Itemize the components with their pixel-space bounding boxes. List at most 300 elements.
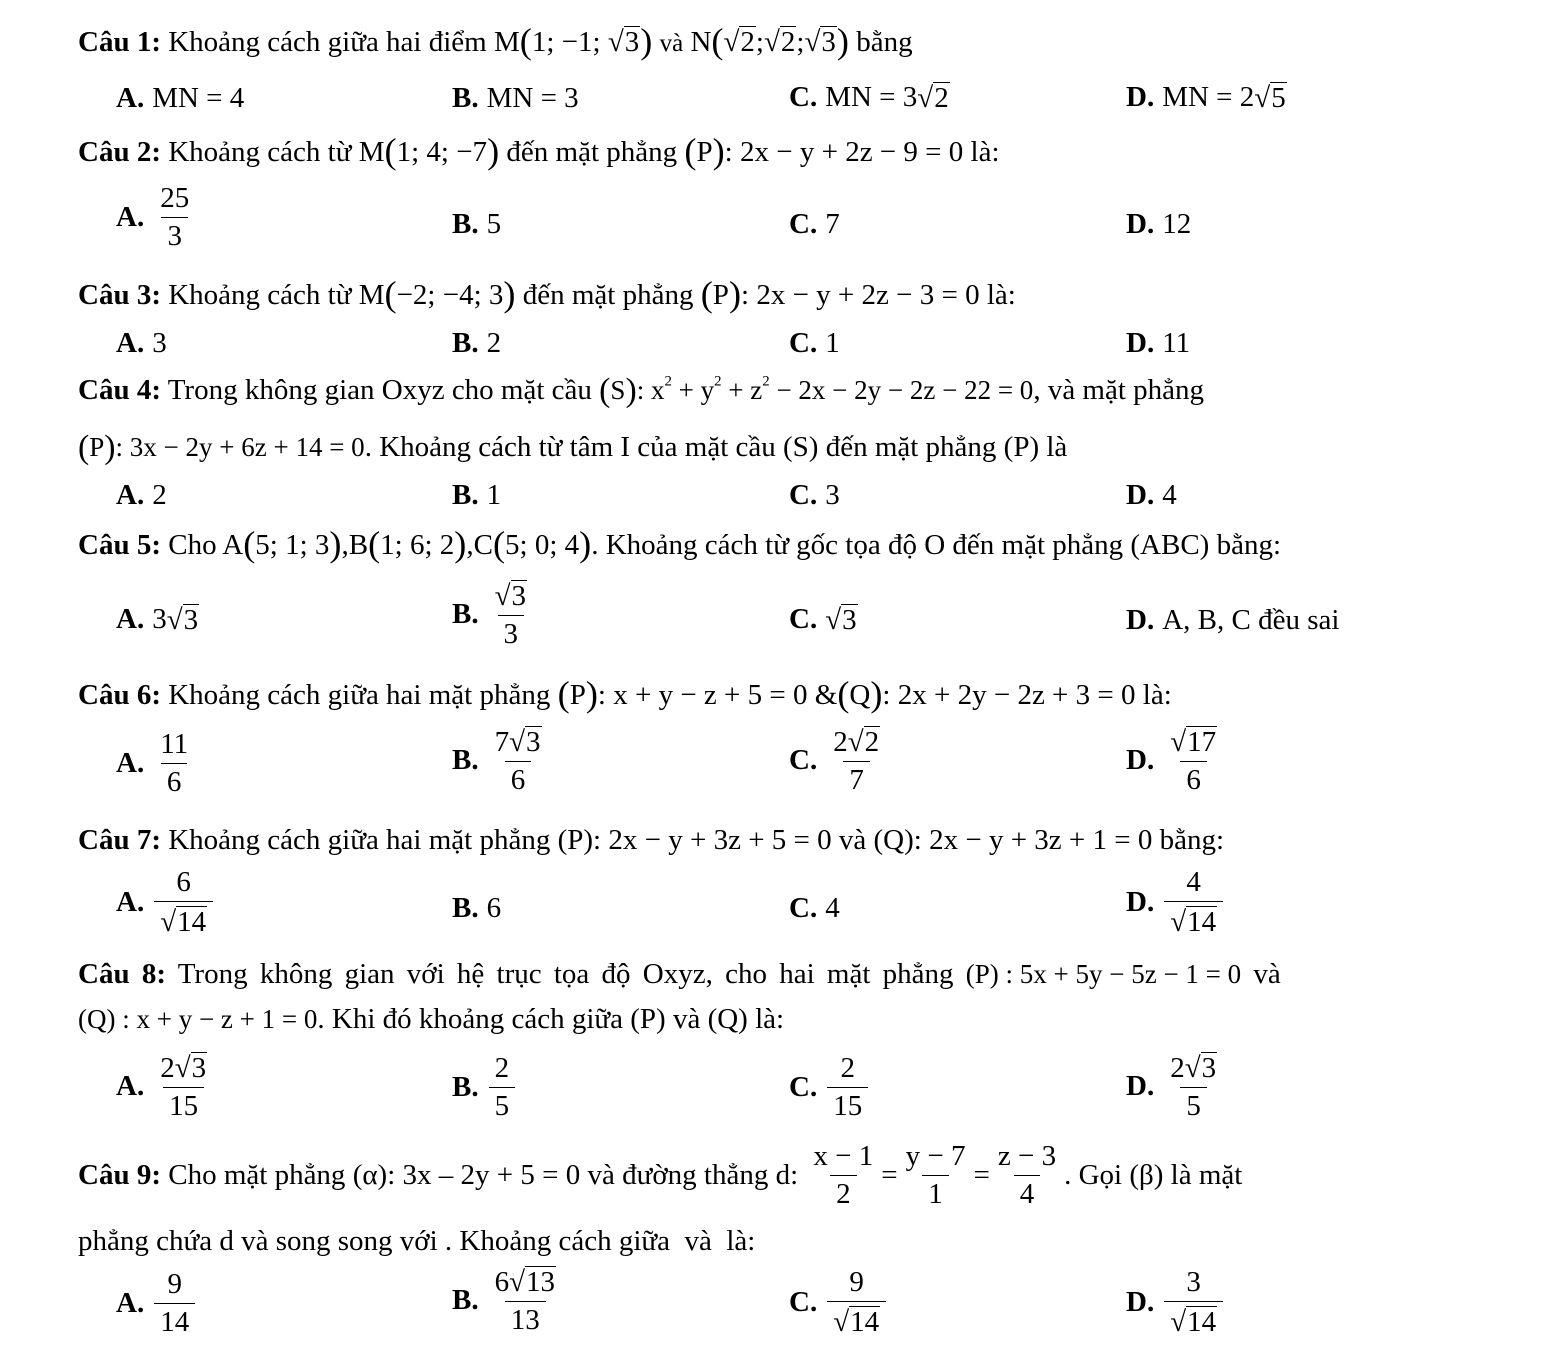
question-text: và đường thẳng d: [587,1159,799,1191]
math-text: 5 [486,208,502,240]
parenthesis: ) [454,524,467,564]
radicand: 3 [624,26,640,58]
math-text: MN = 3 [486,82,579,114]
option-d[interactable] [1126,606,1339,635]
numerator [154,1052,213,1087]
option-label: C. [789,208,818,240]
denominator: 5 [489,1087,516,1121]
question-label: Câu 7: [78,824,161,856]
question-text: đến mặt phẳng [522,279,694,311]
denominator [827,1301,886,1337]
option-c[interactable] [789,726,888,795]
option-b[interactable] [452,329,501,358]
plane-equation: (P) : 5x + 5y − 5z − 1 = 0 [965,959,1242,989]
option-b[interactable] [452,580,535,649]
numerator [489,726,548,761]
radicand: 17 [1187,726,1217,758]
fraction [1164,1052,1223,1121]
option-label: D. [1126,604,1155,636]
denominator: 13 [505,1301,546,1335]
question-label: Câu 3: [78,279,161,311]
parenthesis: ( [711,21,724,61]
parenthesis: ) [579,524,592,564]
option-a[interactable] [116,1270,197,1337]
math-text: 3 [152,327,167,359]
question-text: và (Q): [838,824,922,856]
numerator: 2 [840,1052,855,1084]
math-text: P [569,679,586,711]
option-label: A. [116,1287,145,1319]
sqrt-radical-sign: √ [509,1266,526,1298]
question-9-stem [78,1142,1242,1209]
option-label: C. [789,327,818,359]
option-c[interactable] [789,210,840,239]
option-label: D. [1126,81,1155,113]
math-text: 2 [160,1052,175,1084]
fraction [1164,1268,1223,1337]
option-label: B. [452,327,479,359]
denominator: 6 [505,761,532,795]
option-label: B. [452,208,479,240]
question-4-stem [78,372,1205,409]
parenthesis: ) [585,674,598,714]
option-label: B. [452,744,479,776]
plane-equation: : 3x – 2y + 5 = 0 [387,1159,581,1191]
numerator: y − 7 [905,1140,966,1172]
parenthesis: ( [492,524,506,564]
option-label: A. [116,1070,145,1102]
sqrt-radical-sign: √ [1170,1306,1187,1338]
radicand: 5 [1271,82,1286,114]
fraction [900,1142,972,1209]
option-c[interactable] [789,329,840,358]
fraction [827,1054,868,1121]
option-c[interactable] [789,481,840,510]
math-text: 3 [152,603,167,635]
denominator: 3 [498,615,525,649]
math-text: + z [721,375,763,405]
numerator: 9 [849,1266,864,1298]
math-text: 2 [152,479,167,511]
plane-equation [78,429,365,466]
math-text: 7 [494,726,510,758]
question-text: . Gọi [1064,1159,1123,1191]
parenthesis: ( [700,274,713,314]
question-text: , và mặt phẳng [1033,374,1205,406]
option-label: D. [1126,479,1155,511]
math-text: 2 [833,726,848,758]
math-text: : 3x − 2y + 6z + 14 = 0 [115,432,365,462]
math-text: M [358,136,385,168]
square-root [833,1306,880,1337]
fraction [154,1052,213,1121]
math-text: A, B, C đều sai [1162,604,1340,636]
radicand: 3 [821,26,836,58]
parenthesis: ) [712,131,725,171]
question-label: Câu 9: [78,1159,161,1191]
option-label: D. [1126,1070,1155,1102]
point [358,274,516,314]
option-a[interactable] [116,184,197,251]
option-b[interactable] [452,210,501,239]
exponent: 2 [664,373,672,390]
math-text: P [712,279,729,311]
sqrt-radical-sign: √ [1254,82,1271,114]
parenthesis: ( [519,21,532,61]
radicand: 14 [177,906,207,938]
denominator: 5 [1180,1087,1207,1121]
math-text: : 2x + 2y − 2z + 3 = 0 [882,679,1136,711]
fraction [154,730,194,797]
square-root [495,580,527,611]
sqrt-radical-sign: √ [1184,1052,1201,1084]
parenthesis: ) [487,131,500,171]
numerator [1164,1052,1223,1087]
parenthesis: ( [243,524,256,564]
math-text: 12 [1162,208,1192,240]
question-6-stem [78,674,1172,714]
option-d[interactable] [1126,82,1287,113]
option-label: B. [452,82,479,114]
math-text: 5; 0; 4 [505,529,580,561]
math-text: 1 [486,479,502,511]
equals-sign: = [881,1159,898,1191]
square-root [175,1052,207,1083]
numerator [827,726,886,761]
radicand: 3 [191,1052,207,1084]
option-b[interactable] [452,726,550,795]
question-text: Khoảng cách giữa hai mặt phẳng [168,679,551,711]
math-text: 1; −1; [531,26,608,58]
option-a[interactable] [116,604,199,635]
numerator [489,580,533,615]
option-b[interactable] [452,1266,564,1335]
question-text: . Khi đó khoảng cách giữa (P) và (Q) là: [317,1003,785,1035]
option-a[interactable] [116,481,167,510]
question-label: Câu 5: [78,529,161,561]
parenthesis: ) [836,21,849,61]
math-text: 1; 4; −7 [396,136,488,168]
math-text: P [89,432,105,462]
option-a[interactable] [116,84,244,113]
fraction [489,1266,562,1335]
question-5-stem [78,524,1282,564]
option-b[interactable] [452,1054,517,1121]
math-text: B [348,529,369,561]
denominator: 3 [161,217,188,251]
option-a[interactable] [116,730,196,797]
sqrt-radical-sign: √ [174,1052,191,1084]
numerator: x − 1 [813,1140,874,1172]
question-8-stem [78,960,1281,989]
denominator: 14 [154,1303,195,1337]
fraction [154,1270,195,1337]
math-text: : x + y − z + 5 = 0 & [597,679,838,711]
math-text: M [358,279,385,311]
sqrt-radical-sign: √ [847,726,864,758]
fraction [154,184,195,251]
fraction [992,1142,1062,1209]
option-b[interactable] [452,481,501,510]
radicand: 14 [850,1306,880,1338]
plane-equation: (Q) : x + y − z + 1 = 0 [78,1004,318,1034]
beta-symbol: (β) [1129,1159,1164,1191]
parenthesis: ( [837,674,850,714]
option-label: D. [1126,1286,1155,1318]
question-text: Khoảng cách giữa hai mặt phẳng (P): [168,824,602,856]
square-root [917,82,949,113]
sqrt-radical-sign: √ [1170,906,1187,938]
question-text: và [659,30,684,57]
parenthesis: ) [870,674,883,714]
question-text: là: [970,136,1000,168]
sqrt-radical-sign: √ [804,26,821,58]
option-label: B. [452,1284,479,1316]
numerator [1164,726,1223,761]
option-d[interactable] [1126,329,1190,358]
option-label: C. [789,744,818,776]
radicand: 3 [842,604,857,636]
math-text: 5; 1; 3 [255,529,330,561]
option-c[interactable] [789,82,950,113]
math-text: M [493,26,520,58]
question-text: phẳng chứa d và song song với . Khoảng cách giữa và là: [78,1225,756,1257]
option-c[interactable] [789,894,840,923]
square-root [723,26,755,57]
option-label: C. [789,603,818,635]
denominator [154,901,213,937]
denominator: 15 [827,1087,868,1121]
math-text: S [610,375,626,405]
sqrt-radical-sign: √ [494,580,511,612]
option-c[interactable] [789,604,858,635]
option-d[interactable] [1126,868,1225,937]
math-text: −2; −4; 3 [396,279,504,311]
option-a[interactable] [116,868,215,937]
option-label: D. [1126,327,1155,359]
radicand: 2 [740,26,755,58]
question-text: bằng: [1159,824,1225,856]
plane-equation [700,274,980,314]
fraction [489,1054,516,1121]
radicand: 3 [1201,1052,1217,1084]
radicand: 14 [1187,906,1217,938]
numerator: 9 [167,1268,182,1300]
numerator [489,1266,562,1301]
question-label: Câu 1: [78,26,161,58]
math-text: ; [755,26,764,58]
sqrt-radical-sign: √ [160,906,177,938]
question-text: và [1253,958,1281,990]
square-root [804,26,836,57]
math-text: 1; 6; 2 [380,529,455,561]
square-root [608,26,640,57]
numerator: z − 3 [997,1140,1057,1172]
radicand: 3 [526,726,541,758]
sqrt-radical-sign: √ [825,604,842,636]
option-b[interactable] [452,894,501,923]
sqrt-radical-sign: √ [833,1306,850,1338]
point [358,131,500,171]
parenthesis: ( [557,674,570,714]
parenthesis: ) [329,524,342,564]
radicand: 13 [526,1266,556,1298]
parenthesis: ) [728,274,742,314]
fraction [827,726,886,795]
math-text: MN = 4 [152,82,245,114]
math-text: : 2x − y + 2z − 3 = 0 [741,279,980,311]
alpha-symbol: (α) [352,1159,388,1191]
question-text: Cho [168,529,217,561]
denominator [1164,901,1223,937]
question-3-stem [78,274,1016,314]
denominator: 4 [1014,1175,1041,1209]
option-d[interactable] [1126,1268,1225,1337]
numerator: 6 [176,866,191,898]
radicand: 2 [864,726,880,758]
numerator: 25 [160,182,190,214]
exponent: 2 [762,373,770,390]
numerator: 2 [494,1052,510,1084]
fraction [1164,726,1223,795]
denominator: 15 [163,1087,204,1121]
question-label: Câu 2: [78,136,161,168]
question-1-stem [78,21,913,61]
denominator [1164,1301,1223,1337]
option-label: C. [789,1071,818,1103]
math-text: : x [636,375,665,405]
option-label: D. [1126,886,1155,918]
question-label: Câu 8: [78,958,166,990]
sqrt-radical-sign: √ [607,26,624,58]
question-9-stem-line2 [78,1227,755,1256]
exponent: 2 [714,373,722,390]
sqrt-radical-sign: √ [509,726,526,758]
math-text: ; [796,26,805,58]
plane-equation [684,131,964,171]
square-root [160,906,207,937]
square-root [1170,906,1217,937]
radicand: 3 [183,604,199,636]
fraction [1164,868,1223,937]
question-4-stem-line2 [78,429,1068,466]
square-root [825,604,857,635]
option-a[interactable] [116,1052,215,1121]
option-label: C. [789,479,818,511]
denominator: 7 [843,761,870,795]
math-text: 1 [825,327,840,359]
square-root [167,604,199,635]
option-label: B. [452,1071,479,1103]
equals-sign: = [973,1159,990,1191]
point-n [690,21,849,61]
plane-equation: 2x − y + 3z + 5 = 0 [608,824,832,856]
option-c[interactable] [789,1054,870,1121]
numerator: 11 [160,728,189,760]
math-text: 4 [825,892,840,924]
option-label: A. [116,82,145,114]
option-d[interactable] [1126,481,1177,510]
question-text: . Khoảng cách từ tâm I của mặt cầu (S) đến mặt phẳng (P) là [364,431,1068,463]
denominator: 1 [922,1175,949,1209]
parenthesis: ) [640,21,653,61]
question-text: là: [1142,679,1172,711]
question-7-stem [78,826,1224,855]
square-root [1254,82,1286,113]
parenthesis: ) [503,274,516,314]
option-label: C. [789,1286,818,1318]
question-text: Khoảng cách từ [168,279,352,311]
parenthesis: ) [104,429,116,466]
denominator: 6 [161,763,188,797]
question-label: Câu 6: [78,679,161,711]
radicand: 14 [1187,1306,1217,1338]
option-label: A. [116,201,145,233]
math-text: 3 [825,479,840,511]
fraction [489,580,533,649]
option-c[interactable] [789,1268,888,1337]
option-b[interactable] [452,84,579,113]
option-label: D. [1126,208,1155,240]
question-text: là mặt [1170,1159,1243,1191]
numerator: 4 [1186,866,1201,898]
math-text: Q [849,679,871,711]
option-label: A. [116,747,145,779]
math-text: 7 [825,208,840,240]
math-text: 11 [1162,327,1191,359]
point-m [493,21,653,61]
math-text: 6 [486,892,502,924]
points: A(5; 1; 3),B(1; 6; 2),C(5; 0; 4) [222,524,592,564]
question-text: Cho mặt phẳng [168,1159,346,1191]
math-text: MN = 2 [1162,81,1255,113]
question-text: Khoảng cách giữa hai điểm [168,26,487,58]
question-2-stem [78,131,1000,171]
math-text: 6 [494,1266,510,1298]
denominator: 6 [1180,761,1207,795]
option-label: B. [452,479,479,511]
sqrt-radical-sign: √ [763,26,780,58]
math-text: : 2x − y + 2z − 9 = 0 [724,136,964,168]
option-a[interactable] [116,329,167,358]
math-text: − 2x − 2y − 2z − 22 = 0 [769,375,1034,405]
fraction [489,726,548,795]
question-text: là: [986,279,1016,311]
parenthesis: ( [78,429,90,466]
fraction [154,868,213,937]
math-text: MN = 3 [825,81,918,113]
square-root [764,26,796,57]
square-root [509,1266,556,1297]
sqrt-radical-sign: √ [166,604,183,636]
option-d[interactable] [1126,726,1225,795]
option-label: A. [116,886,145,918]
parenthesis: ) [625,372,637,409]
math-text: + y [671,375,715,405]
radicand: 3 [511,580,527,612]
question-text: Khoảng cách từ [168,136,352,168]
option-d[interactable] [1126,1052,1225,1121]
sqrt-radical-sign: √ [917,82,934,114]
sphere-equation [599,372,1034,409]
radicand: 2 [934,82,949,114]
question-8-stem-line2 [78,1005,784,1034]
option-label: D. [1126,744,1155,776]
option-d[interactable] [1126,210,1191,239]
question-text: . Khoảng cách từ gốc tọa độ O đến mặt phẳng (ABC) bằng: [591,529,1282,561]
question-label: Câu 4: [78,374,161,406]
option-label: C. [789,892,818,924]
